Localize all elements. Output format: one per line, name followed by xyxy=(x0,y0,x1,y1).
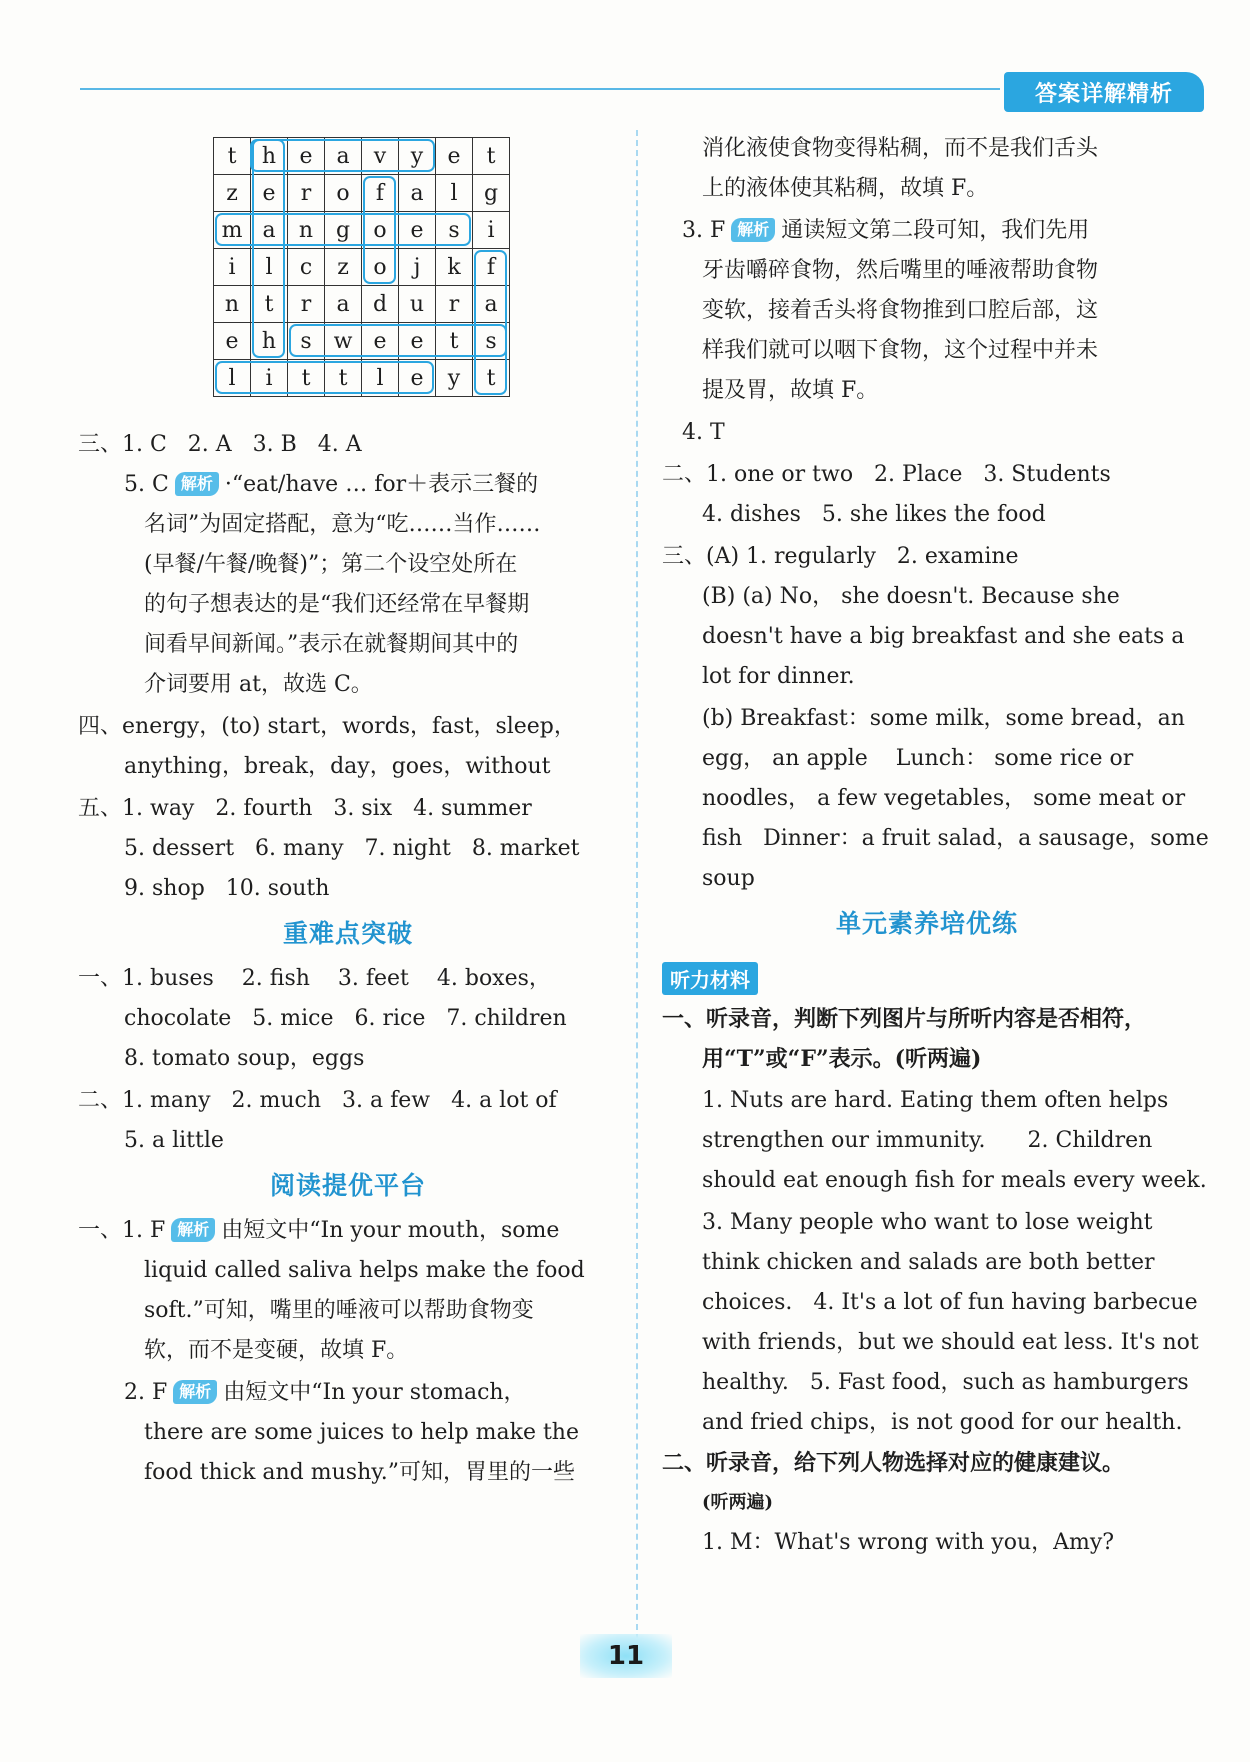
grid-cell: o xyxy=(362,212,399,249)
transcript-line: 3. Many people who want to lose weight xyxy=(702,1210,1153,1235)
answer-line: 二、1. many 2. much 3. a few 4. a lot of xyxy=(78,1088,557,1113)
answer-line: doesn't have a big breakfast and she eats a xyxy=(702,624,1185,649)
header-rule xyxy=(80,88,1000,90)
transcript-line: think chicken and salads are both better xyxy=(702,1250,1155,1275)
grid-cell: e xyxy=(399,323,436,360)
grid-cell: y xyxy=(436,360,473,397)
analysis-badge: 解析 xyxy=(731,218,775,242)
grid-cell: r xyxy=(436,286,473,323)
analysis-badge: 解析 xyxy=(173,1380,217,1404)
grid-cell: i xyxy=(214,249,251,286)
grid-cell: a xyxy=(399,175,436,212)
grid-cell: k xyxy=(436,249,473,286)
answer-line: 软，而不是变硬，故填 F。 xyxy=(144,1338,409,1363)
answer-line: 变软，接着舌头将食物推到口腔后部，这 xyxy=(702,298,1099,323)
grid-cell: f xyxy=(473,249,510,286)
grid-cell: s xyxy=(436,212,473,249)
grid-cell: l xyxy=(436,175,473,212)
transcript-line: 1. Nuts are hard. Eating them often helps xyxy=(702,1088,1169,1113)
grid-cell: u xyxy=(399,286,436,323)
answer-text: 由短文中“In your stomach， xyxy=(223,1380,526,1405)
grid-cell: m xyxy=(214,212,251,249)
answer-line: anything，break，day，goes，without xyxy=(124,754,551,779)
grid-cell: a xyxy=(325,138,362,175)
grid-cell: y xyxy=(399,138,436,175)
grid-cell: z xyxy=(214,175,251,212)
grid-cell: e xyxy=(399,212,436,249)
transcript-line: 1. M：What's wrong with you，Amy? xyxy=(702,1530,1115,1555)
grid-cell: j xyxy=(399,249,436,286)
answer-line: 提及胃，故填 F。 xyxy=(702,378,879,403)
grid-cell: n xyxy=(288,212,325,249)
answer-line xyxy=(682,216,1089,246)
transcript-line: and fried chips，is not good for our health. xyxy=(702,1410,1183,1435)
word-search-grid xyxy=(213,137,525,410)
answer-line: 5. a little xyxy=(124,1128,224,1153)
listening-material-tag: 听力材料 xyxy=(662,962,758,995)
answer-line: 4. T xyxy=(682,420,725,445)
grid-cell: o xyxy=(325,175,362,212)
answer-line: 4. dishes 5. she likes the food xyxy=(702,502,1046,527)
analysis-badge: 解析 xyxy=(171,1218,215,1242)
grid-cell: a xyxy=(325,286,362,323)
answer-line: 四、energy，(to) start，words，fast，sleep， xyxy=(78,714,576,739)
grid-cell: t xyxy=(325,360,362,397)
answer-line: 三、(A) 1. regularly 2. examine xyxy=(662,544,1019,569)
transcript-line: with friends，but we should eat less. It's not xyxy=(702,1330,1199,1355)
answer-line xyxy=(124,470,538,500)
answer-line: 牙齿嚼碎食物，然后嘴里的唾液帮助食物 xyxy=(702,258,1099,283)
question-line: 用“T”或“F”表示。(听两遍) xyxy=(702,1046,982,1072)
highlight-little xyxy=(215,361,434,394)
grid-cell: a xyxy=(473,286,510,323)
grid-cell: l xyxy=(362,360,399,397)
grid-cell: h xyxy=(251,138,288,175)
grid-cell: s xyxy=(473,323,510,360)
answer-line: fish Dinner：a fruit salad，a sausage，some xyxy=(702,826,1209,851)
answer-line: 介词要用 at，故选 C。 xyxy=(144,672,373,697)
highlight-health xyxy=(252,139,285,358)
analysis-badge: 解析 xyxy=(175,472,219,496)
grid-cell: o xyxy=(362,249,399,286)
grid-cell: h xyxy=(251,323,288,360)
grid-cell: s xyxy=(288,323,325,360)
section-title: 阅读提优平台 xyxy=(269,1171,426,1200)
column-divider xyxy=(636,130,638,1650)
answer-text: ·“eat/have … for＋表示三餐的 xyxy=(224,472,539,497)
answer-line: 9. shop 10. south xyxy=(124,876,330,901)
grid-cell: n xyxy=(214,286,251,323)
grid-cell: t xyxy=(214,138,251,175)
answer-line: 间看早间新闻。”表示在就餐期间其中的 xyxy=(144,632,519,657)
transcript-line: should eat enough fish for meals every week. xyxy=(702,1168,1207,1193)
answer-line: 一、1. buses 2. fish 3. feet 4. boxes， xyxy=(78,966,551,991)
highlight-sweets xyxy=(289,324,507,357)
answer-line xyxy=(78,1216,559,1246)
answer-line: liquid called saliva helps make the food xyxy=(144,1258,585,1283)
grid-cell: c xyxy=(288,249,325,286)
question-line: 二、听录音，给下列人物选择对应的健康建议。 xyxy=(662,1450,1125,1476)
answer-line: 五、1. way 2. fourth 3. six 4. summer xyxy=(78,796,532,821)
grid-cell: r xyxy=(288,175,325,212)
highlight-fast xyxy=(474,250,507,395)
answer-line: soft.”可知，嘴里的唾液可以帮助食物变 xyxy=(144,1298,534,1323)
grid-cell: g xyxy=(473,175,510,212)
answer-line: 名词”为固定搭配，意为“吃……当作…… xyxy=(144,512,541,537)
question-line: 一、听录音，判断下列图片与所听内容是否相符， xyxy=(662,1006,1147,1032)
grid-cell: t xyxy=(473,138,510,175)
answer-num: 3. F xyxy=(682,218,726,243)
grid-cell: e xyxy=(399,360,436,397)
answer-text: 由短文中“In your mouth，some xyxy=(221,1218,560,1243)
grid-cell: e xyxy=(362,323,399,360)
grid-cell: g xyxy=(325,212,362,249)
grid-cell: t xyxy=(473,360,510,397)
answer-line: (早餐/午餐/晚餐)”；第二个设空处所在 xyxy=(144,552,518,577)
grid-cell: t xyxy=(288,360,325,397)
header-tab: 答案详解精析 xyxy=(1004,72,1204,112)
grid-cell: d xyxy=(362,286,399,323)
answer-line: (B) (a) No， she doesn't. Because she xyxy=(702,584,1120,609)
answer-line xyxy=(124,1378,526,1408)
grid-cell: i xyxy=(473,212,510,249)
section-title: 重难点突破 xyxy=(282,919,413,948)
answer-num: 5. C xyxy=(124,472,169,497)
answer-num: 2. F xyxy=(124,1380,168,1405)
answer-line: 三、1. C 2. A 3. B 4. A xyxy=(78,432,362,457)
grid-cell: e xyxy=(436,138,473,175)
grid-cell: l xyxy=(251,249,288,286)
answer-text: 通读短文第二段可知，我们先用 xyxy=(781,218,1090,243)
grid-cell: t xyxy=(436,323,473,360)
answer-line: lot for dinner. xyxy=(702,664,855,689)
grid-cell: f xyxy=(362,175,399,212)
answer-line: (b) Breakfast：some milk，some bread，an xyxy=(702,706,1185,731)
answer-line: 8. tomato soup，eggs xyxy=(124,1046,365,1071)
answer-line: 上的液体使其粘稠，故填 F。 xyxy=(702,176,989,201)
answer-line: chocolate 5. mice 6. rice 7. children xyxy=(124,1006,567,1031)
answer-line: food thick and mushy.”可知，胃里的一些 xyxy=(144,1460,575,1485)
page-number: 11 xyxy=(580,1634,672,1678)
answer-line: 二、1. one or two 2. Place 3. Students xyxy=(662,462,1111,487)
grid-cell: w xyxy=(325,323,362,360)
grid-cell: i xyxy=(251,360,288,397)
transcript-line: choices. 4. It's a lot of fun having barbecue xyxy=(702,1290,1198,1315)
grid-cell: z xyxy=(325,249,362,286)
grid-cell: a xyxy=(251,212,288,249)
answer-line: soup xyxy=(702,866,755,891)
answer-line: 样我们就可以咽下食物，这个过程中并未 xyxy=(702,338,1099,363)
transcript-line: healthy. 5. Fast food，such as hamburgers xyxy=(702,1370,1189,1395)
answer-line: 5. dessert 6. many 7. night 8. market xyxy=(124,836,580,861)
section-title: 单元素养培优练 xyxy=(835,909,1018,938)
answer-num: 一、1. F xyxy=(78,1218,166,1243)
grid-cell: e xyxy=(251,175,288,212)
grid-cell: t xyxy=(251,286,288,323)
answer-line: egg， an apple Lunch： some rice or xyxy=(702,746,1134,771)
question-line: (听两遍) xyxy=(702,1492,774,1513)
answer-line: there are some juices to help make the xyxy=(144,1420,579,1445)
answer-line: 消化液使食物变得粘稠，而不是我们舌头 xyxy=(702,136,1099,161)
answer-line: noodles， a few vegetables， some meat or xyxy=(702,786,1186,811)
grid-cell: e xyxy=(288,138,325,175)
grid-cell: l xyxy=(214,360,251,397)
grid-cell: v xyxy=(362,138,399,175)
grid-cell: e xyxy=(214,323,251,360)
transcript-line: strengthen our immunity. 2. Children xyxy=(702,1128,1153,1153)
answer-line: 的句子想表达的是“我们还经常在早餐期 xyxy=(144,592,530,617)
grid-cell: r xyxy=(288,286,325,323)
